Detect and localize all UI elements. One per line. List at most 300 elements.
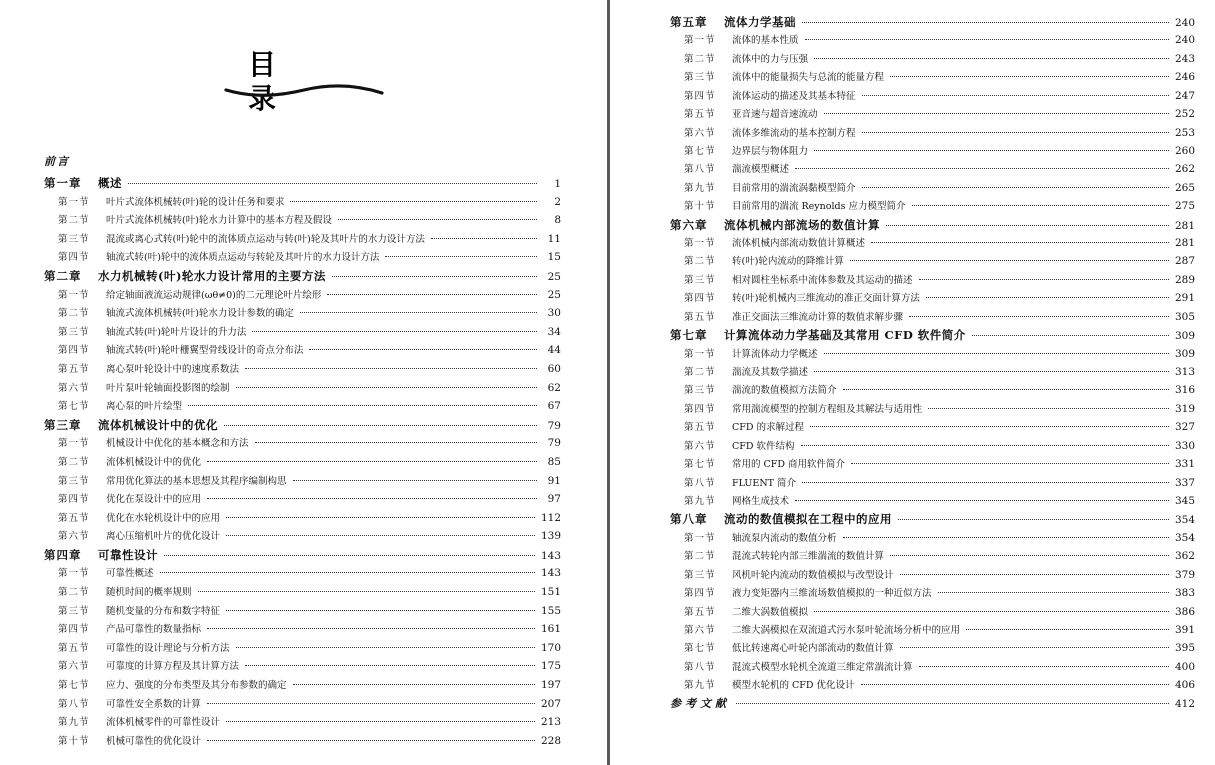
section-number: 第一节 (684, 35, 716, 47)
dot-leader (900, 574, 1169, 575)
page-number: 143 (540, 567, 561, 580)
section-number: 第八节 (58, 698, 90, 710)
toc-section-row[interactable] (670, 345, 1195, 363)
section-title: 轴流式转(叶)轮叶栅翼型骨线设计的奇点分布法 (106, 345, 304, 357)
toc-section-row[interactable] (44, 193, 561, 212)
section-number: 第三节 (684, 274, 716, 286)
toc-title: 目录 (248, 48, 329, 115)
section-title: 低比转速离心叶轮内部流动的数值计算 (732, 643, 894, 655)
section-title: 二维大涡模拟在双流道式污水泵叶轮流场分析中的应用 (732, 624, 961, 636)
section-title: 模型水轮机的 CFD 优化设计 (732, 680, 855, 692)
chapter-number: 第七章 (670, 328, 708, 343)
page-number: 305 (1174, 310, 1195, 323)
section-title: FLUENT 简介 (732, 477, 796, 489)
page-number: 175 (540, 660, 561, 673)
toc-section-row[interactable] (670, 400, 1195, 418)
dot-leader (226, 517, 535, 518)
section-number: 第三节 (684, 385, 716, 397)
section-number: 第三节 (684, 72, 716, 84)
toc-list-left (44, 174, 561, 750)
dot-leader (224, 425, 537, 426)
dot-leader (245, 665, 535, 666)
dot-leader (207, 703, 535, 704)
page-number: 30 (547, 307, 561, 320)
section-number: 第九节 (684, 495, 716, 507)
toc-section-row[interactable] (44, 286, 561, 305)
toc-section-row[interactable] (670, 308, 1195, 326)
toc-section-row[interactable] (44, 304, 561, 323)
chapter-title: 可靠性设计 (98, 547, 158, 562)
dot-leader (814, 371, 1169, 372)
page-number: 62 (547, 381, 561, 394)
section-number: 第一节 (58, 568, 90, 580)
dot-leader (862, 187, 1169, 188)
chapter-title: 流动的数值模拟在工程中的应用 (724, 512, 892, 527)
section-title: 给定轴面液流运动规律(ωθ≠0)的二元理论叶片绘形 (106, 289, 322, 301)
page-number: 228 (540, 734, 561, 747)
section-number: 第二节 (684, 53, 716, 65)
chapter-number: 第三章 (44, 417, 82, 432)
page-number: 112 (540, 511, 561, 524)
dot-leader (890, 76, 1169, 77)
section-title: 二维大涡数值模拟 (732, 606, 809, 618)
page-number: 143 (540, 549, 561, 562)
section-title: 混流或离心式转(叶)轮中的流体质点运动与转(叶)轮及其叶片的水力设计方法 (106, 233, 425, 245)
section-number: 第五节 (684, 422, 716, 434)
page-number: 11 (547, 232, 561, 245)
page-number: 25 (547, 288, 561, 301)
section-number: 第四节 (684, 588, 716, 600)
toc-section-row[interactable] (44, 379, 561, 398)
toc-section-row[interactable] (670, 603, 1195, 621)
page-number: 91 (547, 474, 561, 487)
chapter-title: 流体机械内部流场的数值计算 (724, 217, 880, 232)
page-number: 25 (547, 270, 561, 283)
page-number: 309 (1174, 330, 1195, 343)
toc-section-row[interactable] (670, 492, 1195, 510)
toc-section-row[interactable] (44, 360, 561, 379)
page-number: 386 (1174, 605, 1195, 618)
dot-leader (862, 95, 1169, 96)
section-number: 第六节 (58, 382, 90, 394)
toc-section-row[interactable] (44, 564, 561, 583)
section-number: 第五节 (58, 642, 90, 654)
toc-section-row[interactable] (670, 474, 1195, 492)
page-number: 400 (1174, 660, 1195, 673)
section-number: 第三节 (58, 326, 90, 338)
section-title: 流体中的能量损失与总流的能量方程 (732, 72, 885, 84)
section-number: 第八节 (684, 477, 716, 489)
chapter-number: 第二章 (44, 268, 82, 283)
section-number: 第一节 (58, 196, 90, 208)
section-number: 第二节 (58, 308, 90, 320)
section-title: 可靠性安全系数的计算 (106, 698, 202, 710)
dot-leader (198, 591, 535, 592)
section-number: 第八节 (684, 661, 716, 673)
dot-leader (851, 463, 1169, 464)
toc-section-row[interactable] (670, 676, 1195, 694)
dot-leader (926, 297, 1169, 298)
dot-leader (309, 349, 537, 350)
section-title: 亚音速与超音速流动 (732, 109, 818, 121)
toc-section-row[interactable] (670, 50, 1195, 68)
dot-leader (245, 368, 537, 369)
section-number: 第二节 (684, 551, 716, 563)
section-title: 流体的基本性质 (732, 35, 799, 47)
section-title: 准正交面法三维流动计算的数值求解步骤 (732, 311, 904, 323)
page-number: 291 (1174, 292, 1195, 305)
toc-section-row[interactable] (44, 341, 561, 360)
toc-section-row[interactable] (670, 547, 1195, 565)
dot-leader (207, 628, 535, 629)
page-number: 246 (1174, 71, 1195, 84)
section-title: 流体中的力与压强 (732, 53, 809, 65)
section-number: 第九节 (684, 182, 716, 194)
section-number: 第六节 (684, 127, 716, 139)
dot-leader (226, 610, 535, 611)
toc-references-row[interactable] (670, 695, 1195, 713)
toc-section-row[interactable] (670, 363, 1195, 381)
dot-leader (972, 335, 1169, 336)
dot-leader (898, 519, 1169, 520)
chapter-title: 流体力学基础 (724, 15, 796, 29)
dot-leader (938, 592, 1169, 593)
toc-section-row[interactable] (670, 529, 1195, 547)
toc-section-row[interactable] (670, 418, 1195, 436)
section-number: 第七节 (58, 680, 90, 692)
dot-leader (207, 461, 537, 462)
toc-section-row[interactable] (670, 381, 1195, 399)
toc-section-row[interactable] (670, 105, 1195, 123)
toc-section-row[interactable] (670, 437, 1195, 455)
page-number: 354 (1174, 531, 1195, 544)
dot-leader (814, 58, 1169, 59)
dot-leader (919, 279, 1169, 280)
section-number: 第九节 (58, 717, 90, 729)
dot-leader (207, 740, 535, 741)
dot-leader (805, 39, 1169, 40)
toc-section-row[interactable] (670, 658, 1195, 676)
section-title: CFD 的求解过程 (732, 422, 804, 434)
dot-leader (332, 276, 537, 277)
page-number: 207 (540, 697, 561, 710)
section-number: 第九节 (684, 680, 716, 692)
dot-leader (795, 500, 1169, 501)
page-number: 60 (547, 362, 561, 375)
toc-chapter-row[interactable] (670, 510, 1195, 528)
chapter-number: 第一章 (44, 176, 82, 190)
dot-leader (226, 721, 535, 722)
toc-section-row[interactable] (44, 583, 561, 602)
section-number: 第十节 (58, 735, 90, 747)
dot-leader (338, 219, 537, 220)
page-number: 289 (1174, 273, 1195, 286)
section-number: 第一节 (684, 348, 716, 360)
section-number: 第一节 (58, 438, 90, 450)
section-title: 常用的 CFD 商用软件简介 (732, 459, 846, 471)
section-number: 第二节 (684, 367, 716, 379)
page-number: 281 (1174, 237, 1195, 250)
chapter-title: 水力机械转(叶)轮水力设计常用的主要方法 (98, 268, 326, 283)
toc-section-row[interactable] (670, 566, 1195, 584)
section-number: 第一节 (58, 289, 90, 301)
dot-leader (871, 242, 1169, 243)
page-number: 331 (1174, 458, 1195, 471)
chapter-number: 第四章 (44, 547, 82, 562)
section-title: 产品可靠性的数量指标 (106, 624, 202, 636)
toc-section-row[interactable] (670, 87, 1195, 105)
dot-leader (814, 611, 1169, 612)
dot-leader (824, 113, 1169, 114)
toc-section-row[interactable] (670, 142, 1195, 160)
right-page (610, 0, 1215, 765)
toc-section-row[interactable] (670, 31, 1195, 49)
section-number: 第二节 (58, 215, 90, 227)
toc-section-row[interactable] (44, 211, 561, 230)
section-title: 机械设计中优化的基本概念和方法 (106, 438, 249, 450)
toc-section-row[interactable] (670, 197, 1195, 215)
toc-section-row[interactable] (670, 621, 1195, 639)
toc-section-row[interactable] (44, 397, 561, 416)
dot-leader (255, 442, 537, 443)
page-number: 275 (1174, 200, 1195, 213)
toc-chapter-row[interactable] (44, 267, 561, 286)
section-number: 第五节 (684, 109, 716, 121)
page-number: 345 (1174, 494, 1195, 507)
chapter-title: 流体机械设计中的优化 (98, 417, 218, 432)
section-title: 轴流式转(叶)轮叶片设计的升力法 (106, 326, 247, 338)
section-title: CFD 软件结构 (732, 440, 795, 452)
section-number: 第三节 (58, 475, 90, 487)
toc-section-row[interactable] (44, 657, 561, 676)
section-number: 第七节 (58, 401, 90, 413)
page-number: 262 (1174, 163, 1195, 176)
toc-section-row[interactable] (44, 490, 561, 509)
toc-section-row[interactable] (670, 160, 1195, 178)
section-title: 离心泵的叶片绘型 (106, 401, 183, 413)
dot-leader (900, 647, 1169, 648)
dot-leader (824, 353, 1169, 354)
toc-section-row[interactable] (670, 234, 1195, 252)
chapter-number: 第五章 (670, 15, 708, 29)
dot-leader (327, 294, 537, 295)
page-number: 1 (554, 178, 561, 190)
page-number: 412 (1174, 697, 1195, 710)
toc-section-row[interactable] (44, 713, 561, 732)
page-number: 170 (540, 641, 561, 654)
section-title: 可靠度的计算方程及其计算方法 (106, 661, 240, 673)
toc-section-row[interactable] (44, 602, 561, 621)
dot-leader (928, 408, 1169, 409)
page-number: 265 (1174, 181, 1195, 194)
page-number: 151 (540, 586, 561, 599)
toc-section-row[interactable] (670, 271, 1195, 289)
section-title: 流体机械设计中的优化 (106, 456, 202, 468)
section-title: 随机变量的分布和数字特征 (106, 605, 221, 617)
page-number: 391 (1174, 623, 1195, 636)
dot-leader (128, 183, 537, 184)
toc-section-row[interactable] (670, 289, 1195, 307)
toc-chapter-row[interactable] (44, 416, 561, 435)
toc-section-row[interactable] (44, 434, 561, 453)
toc-section-row[interactable] (44, 509, 561, 528)
dot-leader (843, 389, 1169, 390)
section-title: 优化在泵设计中的应用 (106, 494, 202, 506)
page-number: 67 (547, 400, 561, 413)
section-title: 转(叶)轮内流动的降维计算 (732, 256, 844, 268)
dot-leader (912, 205, 1169, 206)
section-number: 第四节 (58, 494, 90, 506)
section-title: 混流式模型水轮机全流道三维定常湍流计算 (732, 661, 913, 673)
page-number: 197 (540, 679, 561, 692)
toc-chapter-row[interactable] (44, 174, 561, 193)
dot-leader (802, 482, 1169, 483)
section-title: 相对圆柱坐标系中流体参数及其运动的描述 (732, 274, 913, 286)
section-number: 第六节 (58, 531, 90, 543)
chapter-number: 第六章 (670, 217, 708, 232)
page-number: 34 (547, 325, 561, 338)
page-number: 161 (540, 623, 561, 636)
section-number: 第六节 (58, 661, 90, 673)
section-title: 湍流的数值模拟方法简介 (732, 385, 837, 397)
section-number: 第四节 (684, 90, 716, 102)
dot-leader (252, 331, 537, 332)
toc-chapter-row[interactable] (44, 546, 561, 565)
toc-section-row[interactable] (670, 68, 1195, 86)
section-number: 第三节 (58, 233, 90, 245)
toc-section-row[interactable] (44, 676, 561, 695)
dot-leader (164, 555, 535, 556)
toc-section-row[interactable] (670, 179, 1195, 197)
page-number: 316 (1174, 384, 1195, 397)
dot-leader (290, 201, 537, 202)
section-title: 轴流式转(叶)轮中的流体质点运动与转轮及其叶片的水力设计方法 (106, 252, 380, 264)
section-number: 第三节 (684, 569, 716, 581)
toc-section-row[interactable] (670, 639, 1195, 657)
section-title: 流体多维流动的基本控制方程 (732, 127, 856, 139)
toc-chapter-row[interactable] (670, 13, 1195, 31)
dot-leader (801, 445, 1169, 446)
section-title: 常用优化算法的基本思想及其程序编制构思 (106, 475, 287, 487)
section-title: 机械可靠性的优化设计 (106, 735, 202, 747)
dot-leader (236, 387, 537, 388)
page-number: 287 (1174, 255, 1195, 268)
dot-leader (802, 22, 1169, 23)
page-number: 44 (547, 344, 561, 357)
section-number: 第十节 (684, 201, 716, 213)
page-number: 79 (547, 419, 561, 432)
page-number: 155 (540, 604, 561, 617)
page-number: 354 (1174, 514, 1195, 527)
dot-leader (236, 647, 535, 648)
section-title: 离心压缩机叶片的优化设计 (106, 531, 221, 543)
toc-section-row[interactable] (44, 453, 561, 472)
section-title: 可靠性的设计理论与分析方法 (106, 642, 230, 654)
toc-section-row[interactable] (44, 472, 561, 491)
dot-leader (814, 150, 1169, 151)
section-number: 第六节 (684, 440, 716, 452)
toc-section-row[interactable] (670, 455, 1195, 473)
toc-section-row[interactable] (44, 323, 561, 342)
section-title: 可靠性概述 (106, 568, 154, 580)
toc-section-row[interactable] (670, 584, 1195, 602)
section-title: 转(叶)轮机械内三维流动的准正交面计算方法 (732, 293, 920, 305)
section-title: 离心泵叶轮设计中的速度系数法 (106, 363, 240, 375)
toc-section-row[interactable] (44, 639, 561, 658)
section-number: 第七节 (684, 643, 716, 655)
toc-list-right (670, 13, 1195, 713)
page-number: 15 (547, 251, 561, 264)
page-number: 260 (1174, 144, 1195, 157)
section-title: 轴流泵内流动的数值分析 (732, 532, 837, 544)
title-underline-swash (224, 80, 384, 100)
toc-chapter-row[interactable] (670, 216, 1195, 234)
page-number: 362 (1174, 550, 1195, 563)
toc-section-row[interactable] (44, 620, 561, 639)
section-title: 湍流模型概述 (732, 164, 790, 176)
page-number: 337 (1174, 476, 1195, 489)
section-number: 第五节 (684, 606, 716, 618)
preface-entry[interactable]: 前言 (44, 155, 70, 168)
page-number: 97 (547, 493, 561, 506)
dot-leader (795, 168, 1169, 169)
dot-leader (300, 312, 537, 313)
chapter-title: 计算流体动力学基础及其常用 CFD 软件简介 (724, 328, 966, 343)
dot-leader (226, 535, 535, 536)
section-number: 第二节 (58, 456, 90, 468)
dot-leader (909, 316, 1169, 317)
toc-section-row[interactable] (44, 527, 561, 546)
dot-leader (385, 256, 537, 257)
toc-section-row[interactable] (44, 230, 561, 249)
dot-leader (160, 572, 535, 573)
dot-leader (886, 225, 1169, 226)
dot-leader (843, 537, 1169, 538)
section-number: 第二节 (684, 256, 716, 268)
dot-leader (188, 405, 537, 406)
page-number: 281 (1174, 219, 1195, 232)
page-number: 252 (1174, 108, 1195, 121)
toc-section-row[interactable] (670, 124, 1195, 142)
section-number: 第二节 (58, 587, 90, 599)
chapter-title: 概述 (98, 176, 122, 190)
page-number: 2 (554, 195, 561, 208)
section-title: 应力、强度的分布类型及其分布参数的确定 (106, 680, 287, 692)
section-number: 第四节 (684, 293, 716, 305)
page-number: 253 (1174, 126, 1195, 139)
toc-section-row[interactable] (44, 732, 561, 751)
section-number: 第八节 (684, 164, 716, 176)
section-title: 叶片泵叶轮轴面投影图的绘制 (106, 382, 230, 394)
section-title: 轴流式流体机械转(叶)轮水力设计参数的确定 (106, 308, 294, 320)
dot-leader (736, 703, 1169, 704)
section-title: 网格生成技术 (732, 495, 790, 507)
dot-leader (861, 684, 1169, 685)
page-number: 240 (1174, 34, 1195, 47)
toc-section-row[interactable] (44, 248, 561, 267)
section-title: 混流式转轮内部三维湍流的数值计算 (732, 551, 885, 563)
toc-section-row[interactable] (44, 695, 561, 714)
toc-chapter-row[interactable] (670, 326, 1195, 344)
chapter-number: 第八章 (670, 512, 708, 527)
toc-section-row[interactable] (670, 252, 1195, 270)
section-number: 第五节 (58, 512, 90, 524)
dot-leader (919, 666, 1169, 667)
dot-leader (862, 132, 1169, 133)
section-number: 第四节 (58, 345, 90, 357)
section-number: 第一节 (684, 532, 716, 544)
section-number: 第七节 (684, 145, 716, 157)
